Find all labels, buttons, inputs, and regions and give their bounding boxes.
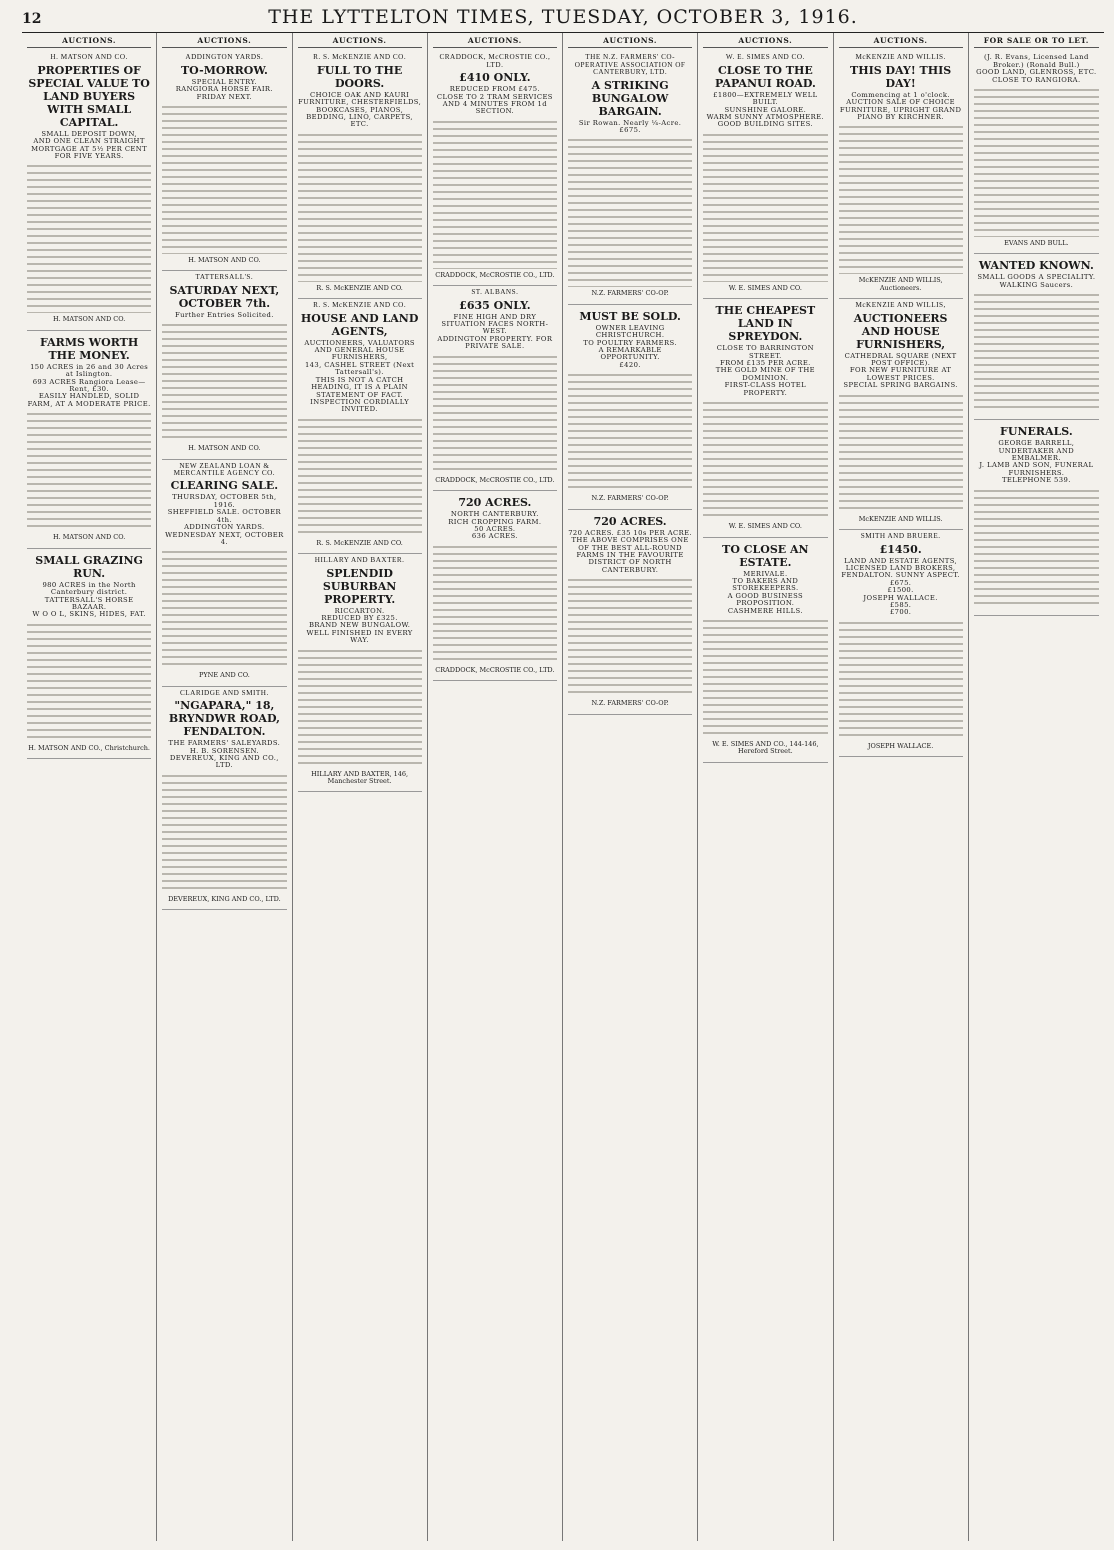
- ad-line: FINE HIGH AND DRY SITUATION FACES NORTH-WEST.: [441, 312, 549, 336]
- ad-line: WARM SUNNY ATMOSPHERE.: [706, 113, 825, 122]
- advertisement: [703, 51, 827, 299]
- advertiser-name: R. S. McKENZIE AND CO.: [313, 301, 407, 310]
- advertiser-name: THE N.Z. FARMERS' CO-OPERATIVE ASSOCIATION OF CANTERBURY, LTD.: [574, 53, 686, 77]
- ad-headline: MUST BE SOLD.: [579, 309, 681, 323]
- advertiser-name: NEW ZEALAND LOAN & MERCANTILE AGENCY CO.: [173, 461, 276, 478]
- advertisement: [162, 271, 286, 459]
- ad-body-text: [298, 417, 422, 537]
- ad-signature: CRADDOCK, McCROSTIE CO., LTD.: [435, 665, 555, 674]
- ad-headline: FARMS WORTH THE MONEY.: [39, 335, 139, 362]
- ad-headline: TO-MORROW.: [180, 63, 268, 77]
- ad-headline: THIS DAY! THIS DAY!: [850, 63, 952, 90]
- column-2: [157, 33, 292, 1541]
- ad-line: FOR NEW FURNITURE AT LOWEST PRICES.: [849, 366, 952, 382]
- ad-body-text: [568, 372, 692, 492]
- ad-body-text: [568, 577, 692, 697]
- ad-body-text: [162, 549, 286, 669]
- ad-line: GOOD BUILDING SITES.: [717, 120, 813, 129]
- column-1: [22, 33, 157, 1541]
- ad-line: AUCTION SALE OF CHOICE FURNITURE, UPRIGHT GRAND PIANO BY KIRCHNER.: [839, 98, 962, 122]
- advertisement: [703, 299, 827, 537]
- ad-signature: W. E. SIMES AND CO.: [728, 522, 802, 531]
- advertisement: [568, 510, 692, 715]
- ad-headline: £635 ONLY.: [459, 298, 531, 312]
- masthead: [22, 6, 1104, 33]
- ad-line: REDUCED BY £325.: [321, 613, 398, 622]
- ad-body-text: [27, 163, 151, 313]
- advertiser-name: H. MATSON AND CO.: [50, 53, 128, 62]
- column-heading: FOR SALE OR TO LET.: [974, 33, 1099, 48]
- ad-line: 693 ACRES Rangiora Lease—Rent, £30.: [32, 377, 146, 394]
- ad-line: SPECIAL SPRING BARGAINS.: [843, 381, 958, 390]
- ad-body-text: [298, 648, 422, 768]
- ad-signature: PYNE AND CO.: [198, 671, 250, 680]
- ad-headline: 720 ACRES.: [458, 496, 532, 510]
- column-heading: AUCTIONS.: [839, 33, 963, 48]
- ad-headline: THE CHEAPEST LAND IN SPREYDON.: [715, 304, 816, 344]
- ad-headline: SMALL GRAZING RUN.: [35, 553, 143, 580]
- advertisement: [568, 305, 692, 510]
- advertiser-name: McKENZIE AND WILLIS,: [855, 301, 946, 310]
- ad-line: RICCARTON.: [334, 606, 385, 615]
- ad-body-text: [703, 132, 827, 282]
- advertisement: [433, 491, 557, 681]
- column-heading: AUCTIONS.: [162, 33, 286, 48]
- ad-signature: N.Z. FARMERS' CO-OP.: [591, 699, 669, 708]
- ad-line: TELEPHONE 539.: [1001, 476, 1071, 485]
- ad-line: 50 ACRES.: [474, 524, 516, 533]
- ad-line: 720 ACRES. £35 10s PER ACRE.: [568, 528, 693, 537]
- advertiser-name: HILLARY AND BAXTER.: [314, 556, 405, 565]
- ad-line: 150 ACRES in 26 and 30 Acres at Islington.: [30, 362, 149, 379]
- ad-headline: "NGAPARA," 18, BRYNDWR ROAD, FENDALTON.: [168, 699, 280, 739]
- ad-line: £585.: [889, 600, 912, 609]
- ad-line: A GOOD BUSINESS PROPOSITION.: [727, 591, 804, 608]
- ad-signature: CRADDOCK, McCROSTIE CO., LTD.: [435, 270, 555, 279]
- advertiser-name: TATTERSALL'S.: [195, 273, 254, 282]
- ad-line: FROM £135 PER ACRE.: [720, 359, 811, 368]
- ad-body-text: [974, 488, 1099, 608]
- advertisement: [433, 286, 557, 491]
- ad-headline: 720 ACRES.: [593, 514, 667, 528]
- ad-body-text: [839, 620, 963, 740]
- ad-line: REDUCED FROM £475.: [449, 85, 540, 94]
- ad-headline: HOUSE AND LAND AGENTS,: [300, 311, 419, 338]
- ad-line: £1800—EXTREMELY WELL BUILT.: [713, 90, 818, 107]
- ad-line: JOSEPH WALLACE.: [863, 593, 938, 602]
- ad-line: SUNSHINE GALORE.: [724, 105, 807, 114]
- ad-line: £1500.: [887, 586, 914, 595]
- ad-line: CASHMERE HILLS.: [727, 606, 803, 615]
- advertisement: [298, 299, 422, 554]
- ad-line: 980 ACRES in the North Canterbury district.: [42, 580, 136, 597]
- column-heading: AUCTIONS.: [703, 33, 827, 48]
- ad-line: £675.: [619, 126, 641, 135]
- advertisement: [839, 51, 963, 299]
- ad-line: SPECIAL ENTRY.: [191, 77, 258, 86]
- ad-line: FENDALTON. SUNNY ASPECT.: [841, 571, 960, 580]
- advertisement: [27, 549, 151, 759]
- ad-line: INSPECTION CORDIALLY INVITED.: [310, 397, 410, 414]
- ad-line: CLOSE TO 2 TRAM SERVICES AND 4 MINUTES FROM 1d SECTION.: [436, 92, 553, 116]
- ad-signature: McKENZIE AND WILLIS, Auctioneers.: [858, 276, 943, 292]
- column-heading: AUCTIONS.: [568, 33, 692, 48]
- ad-line: AND ONE CLEAN STRAIGHT MORTGAGE AT 5½ PER CENT FOR FIVE YEARS.: [31, 137, 148, 161]
- advertiser-name: W. E. SIMES AND CO.: [725, 53, 805, 62]
- ad-line: (J. R. Evans, Licensed Land Broker.) (Ronald Bull.): [984, 53, 1089, 69]
- ad-line: EASILY HANDLED, SOLID FARM, AT A MODERATE PRICE.: [27, 392, 151, 408]
- ad-signature: HILLARY AND BAXTER, 146, Manchester Street.: [311, 769, 409, 785]
- advertiser-name: CRADDOCK, McCROSTIE CO., LTD.: [439, 53, 551, 69]
- ad-line: H. B. SORENSEN.: [189, 746, 259, 755]
- ad-signature: DEVEREUX, KING AND CO., LTD.: [168, 894, 281, 903]
- ad-line: SMALL DEPOSIT DOWN,: [41, 129, 137, 138]
- ad-line: 636 ACRES.: [471, 532, 518, 541]
- ad-body-text: [162, 322, 286, 442]
- advertisement: [839, 299, 963, 530]
- ad-line: BRAND NEW BUNGALOW.: [308, 621, 411, 630]
- ad-line: SMALL GOODS A SPECIALITY.: [977, 273, 1096, 282]
- advertisement: [162, 687, 286, 910]
- ad-headline: FULL TO THE DOORS.: [316, 63, 403, 90]
- newspaper-title: THE LYTTELTON TIMES, TUESDAY, OCTOBER 3, 1916.: [268, 6, 858, 28]
- ad-signature: H. MATSON AND CO.: [52, 315, 126, 324]
- ad-signature: W. E. SIMES AND CO., 144-146, Hereford Street.: [712, 739, 819, 756]
- advertiser-name: SMITH AND BRUERE.: [860, 532, 941, 541]
- ad-body-text: [839, 393, 963, 513]
- advertisement: [568, 51, 692, 304]
- ad-line: WELL FINISHED IN EVERY WAY.: [306, 628, 413, 645]
- ad-line: THE FARMERS' SALEYARDS.: [168, 739, 281, 748]
- ad-headline: TO CLOSE AN ESTATE.: [722, 542, 809, 569]
- advertisement: [298, 554, 422, 792]
- ad-signature: N.Z. FARMERS' CO-OP.: [591, 494, 669, 503]
- ad-signature: H. MATSON AND CO.: [188, 444, 261, 453]
- page-number: 12: [22, 11, 42, 27]
- ad-signature: EVANS AND BULL.: [1004, 239, 1069, 248]
- ad-line: CLOSE TO BARRINGTON STREET.: [716, 344, 814, 360]
- column-3: [293, 33, 428, 1541]
- ad-signature: McKENZIE AND WILLIS.: [858, 514, 943, 523]
- advertisement: [839, 530, 963, 757]
- ad-headline: PROPERTIES OF SPECIAL VALUE TO LAND BUYERS WITH SMALL CAPITAL.: [28, 63, 150, 129]
- ad-signature: JOSEPH WALLACE.: [867, 741, 934, 750]
- ad-line: NORTH CANTERBURY.: [450, 510, 539, 519]
- ad-headline: £1450.: [879, 542, 922, 556]
- advertisement: [27, 51, 151, 330]
- ad-body-text: [162, 773, 286, 893]
- ad-signature: H. MATSON AND CO., Christchurch.: [28, 743, 150, 752]
- ad-signature: R. S. McKENZIE AND CO.: [316, 283, 403, 292]
- advertisement: [974, 51, 1099, 254]
- ad-line: Further Entries Solicited.: [174, 310, 274, 319]
- ad-line: CATHEDRAL SQUARE (NEXT POST OFFICE).: [844, 351, 957, 368]
- ad-line: TO POULTRY FARMERS.: [583, 338, 677, 347]
- ad-line: CLOSE TO RANGIORA.: [992, 75, 1081, 84]
- column-heading: AUCTIONS.: [433, 33, 557, 48]
- ad-body-text: [433, 119, 557, 269]
- column-8: [969, 33, 1104, 1541]
- ad-line: AUCTIONEERS, VALUATORS AND GENERAL HOUSE FURNISHERS,: [304, 338, 415, 362]
- ad-line: £420.: [619, 360, 641, 369]
- ad-body-text: [433, 544, 557, 664]
- ad-signature: N.Z. FARMERS' CO-OP.: [591, 289, 669, 298]
- ad-line: J. LAMB AND SON, FUNERAL FURNISHERS.: [979, 461, 1094, 477]
- ad-line: OWNER LEAVING CHRISTCHURCH.: [595, 323, 665, 340]
- ad-line: GEORGE BARRELL, UNDERTAKER AND EMBALMER.: [998, 439, 1075, 463]
- advertiser-name: ST. ALBANS.: [471, 288, 519, 297]
- ad-headline: CLOSE TO THE PAPANUI ROAD.: [714, 63, 816, 90]
- ad-signature: H. MATSON AND CO.: [52, 533, 126, 542]
- ad-body-text: [974, 87, 1099, 237]
- ad-line: CHOICE OAK AND KAURI FURNITURE, CHESTERFIELDS, BOOKCASES, PIANOS, BEDDING, LINO, CARPETS, ETC.: [298, 90, 422, 129]
- ad-line: Commencing at 1 o'clock.: [851, 90, 950, 99]
- advertiser-name: R. S. McKENZIE AND CO.: [313, 53, 407, 62]
- ad-body-text: [27, 622, 151, 742]
- ad-body-text: [974, 292, 1099, 412]
- ad-line: 143, CASHEL STREET (Next Tattersall's).: [304, 360, 415, 377]
- ad-body-text: [162, 104, 286, 254]
- ad-line: GOOD LAND, GLENROSS, ETC.: [976, 68, 1097, 77]
- column-4: [428, 33, 563, 1541]
- ad-body-text: [839, 124, 963, 274]
- ad-body-text: [298, 132, 422, 282]
- ad-line: DEVEREUX, KING AND CO., LTD.: [169, 753, 279, 770]
- ad-line: WALKING Saucers.: [999, 280, 1074, 289]
- column-heading: AUCTIONS.: [298, 33, 422, 48]
- ad-line: FIRST-CLASS HOTEL PROPERTY.: [724, 381, 807, 397]
- ad-body-text: [433, 354, 557, 474]
- ad-headline: AUCTIONEERS AND HOUSE FURNISHERS,: [853, 311, 948, 351]
- advertisement: [974, 420, 1099, 615]
- ad-line: TO BAKERS AND STOREKEEPERS.: [732, 576, 799, 593]
- ad-line: Sir Rowan. Nearly ¼-Acre.: [578, 118, 682, 127]
- advertisement: [298, 51, 422, 299]
- ad-line: LAND AND ESTATE AGENTS, LICENSED LAND BROKERS,: [844, 556, 958, 572]
- ad-line: THIS IS NOT A CATCH HEADING, IT IS A PLAIN STATEMENT OF FACT.: [311, 375, 408, 399]
- column-grid: [22, 33, 1104, 1541]
- ad-line: ADDINGTON YARDS. WEDNESDAY NEXT, OCTOBER 4.: [165, 523, 284, 546]
- ad-headline: A STRIKING BUNGALOW BARGAIN.: [591, 78, 669, 118]
- advertiser-name: McKENZIE AND WILLIS.: [855, 53, 946, 62]
- ad-headline: SATURDAY NEXT, OCTOBER 7th.: [169, 283, 280, 310]
- advertiser-name: ADDINGTON YARDS.: [185, 53, 264, 62]
- ad-headline: WANTED KNOWN.: [978, 259, 1094, 273]
- ad-line: RANGIORA HORSE FAIR. FRIDAY NEXT.: [175, 85, 273, 101]
- ad-headline: CLEARING SALE.: [170, 479, 279, 493]
- column-7: [834, 33, 969, 1541]
- ad-body-text: [568, 137, 692, 287]
- ad-line: THURSDAY, OCTOBER 5th, 1916.: [172, 493, 277, 509]
- ad-body-text: [27, 411, 151, 531]
- ad-body-text: [703, 400, 827, 520]
- column-5: [563, 33, 698, 1541]
- ad-headline: FUNERALS.: [1000, 425, 1073, 439]
- ad-line: SHEFFIELD SALE. OCTOBER 4th.: [167, 508, 281, 524]
- ad-line: £675.: [889, 578, 912, 587]
- ad-line: RICH CROPPING FARM.: [448, 517, 542, 526]
- advertisement: [162, 460, 286, 687]
- ad-line: A REMARKABLE OPPORTUNITY.: [598, 346, 662, 362]
- ad-line: TATTERSALL'S HORSE BAZAAR.: [44, 595, 134, 611]
- ad-line: THE ABOVE COMPRISES ONE OF THE BEST ALL-ROUND FARMS IN THE FAVOURITE DISTRICT OF NORTH CANTERBURY.: [571, 536, 689, 574]
- column-6: [698, 33, 833, 1541]
- ad-line: W O O L, SKINS, HIDES, FAT.: [32, 610, 146, 619]
- advertisement: [27, 331, 151, 549]
- advertisement: [703, 538, 827, 763]
- ad-line: MERIVALE.: [743, 569, 788, 578]
- ad-body-text: [703, 618, 827, 738]
- ad-headline: £410 ONLY.: [459, 71, 531, 85]
- ad-signature: R. S. McKENZIE AND CO.: [316, 538, 403, 547]
- ad-signature: H. MATSON AND CO.: [188, 256, 261, 265]
- ad-headline: SPLENDID SUBURBAN PROPERTY.: [322, 566, 397, 606]
- advertisement: [162, 51, 286, 271]
- advertisement: [974, 254, 1099, 420]
- advertiser-name: CLARIDGE AND SMITH.: [179, 688, 269, 697]
- column-heading: AUCTIONS.: [27, 33, 151, 48]
- ad-line: £700.: [889, 608, 912, 617]
- ad-signature: CRADDOCK, McCROSTIE CO., LTD.: [435, 475, 555, 484]
- ad-signature: W. E. SIMES AND CO.: [728, 283, 802, 292]
- advertisement: [433, 51, 557, 286]
- ad-line: THE GOLD MINE OF THE DOMINION.: [715, 366, 816, 382]
- ad-line: ADDINGTON PROPERTY. FOR PRIVATE SALE.: [437, 334, 553, 351]
